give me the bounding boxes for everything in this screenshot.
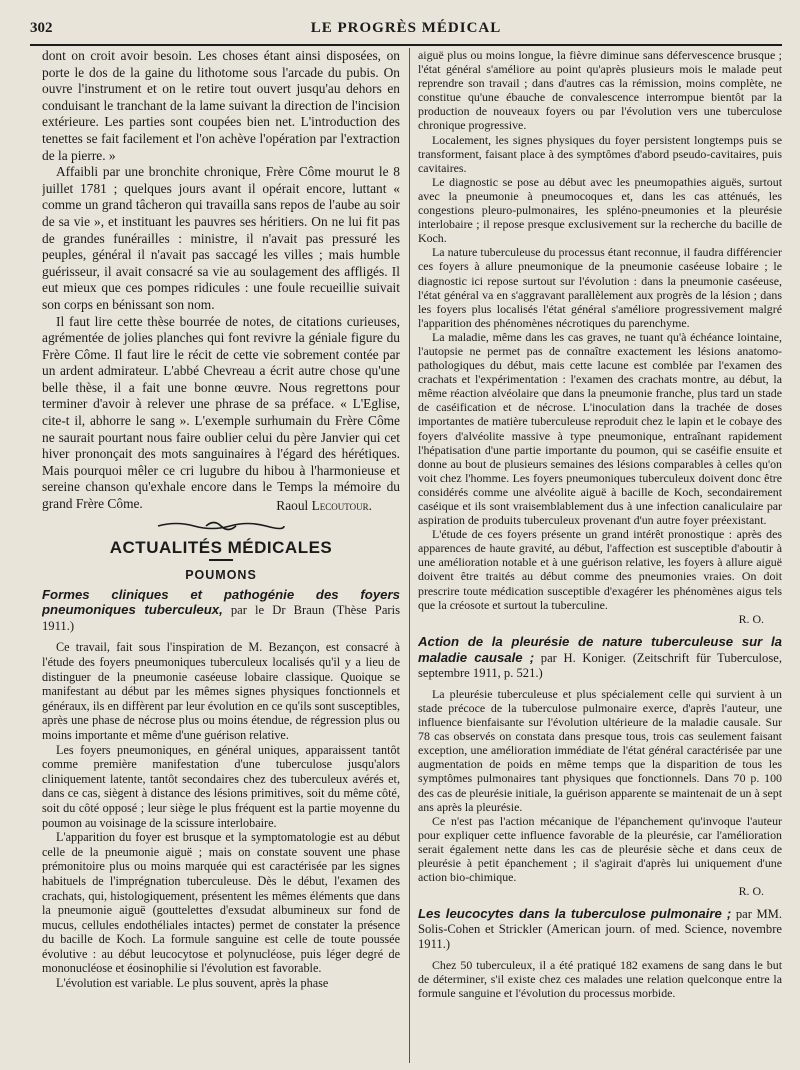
article-signature: R. O.	[738, 884, 764, 899]
paragraph: Il faut lire cette thèse bourrée de notes, de citations curieuses, agrémentée de jolies planches qui font revivre la géniale figure du Frère Côme. Il faut lire le récit de cette vie sobrement contée par un ardent admirateur. L'abbé Chevreau a écrit autre chose qu'une belle thèse, il a fait une bonne œuvre. Nous regrettons pour terminer d'avoir à relever une phrase de sa préface. « L'Eglise, cite-t il, abhorre le sang ». L'exemple surhumain du Frère Côme ne saurait pourtant nous faire oublier celui du père Janvier qui cet hiver prononçait des mots sanguinaires à l'égard des hérétiques. Mais pourquoi mêler ce cri lugubre du hibou à l'harmonieuse et sereine chanson qu'exhale encore dans le Temps la mémoire du grand Frère Côme.	[42, 313, 400, 512]
article-signature: R. O.	[738, 611, 764, 626]
column-divider	[409, 48, 410, 1063]
article-heading	[418, 906, 782, 952]
paragraph: Le diagnostic se pose au début avec les pneumopathies aiguës, surtout avec la pneumonie à pneumocoques et, dans les cas atténués, les congestions pleuro-pulmonaires, les spléno-pneumonies et la pleurésie interlobaire ; il repose presque exclusivement sur la recherche du bacille de Koch.	[418, 174, 782, 246]
paragraph: La nature tuberculeuse du processus étant reconnue, il faudra différencier ces foyers à allure pneumonique de la pneumonie caséeuse lobaire ; le diagnostic ici repose surtout sur l'évolution : dans la pneumonie caséeuse, l'état général va en s'aggravant parallèlement aux progrès de la lésion ; dans les foyers plus localisés l'état général s'améliore progressivement malgré l'apparition des phénomènes nécrotiques du parenchyme.	[418, 245, 782, 330]
article-reference: par MM. Solis-Cohen et Strickler (American journ. of med. Science, novembre 1911.)	[418, 907, 782, 952]
paragraph: Ce travail, fait sous l'inspiration de M. Bezançon, est consacré à l'étude des foyers pneumoniques tuberculeux localisés qu'il y a lieu de distinguer de la pneumonie caséeuse lobaire classique. Quoique se manifestant au début par les mêmes signes physiques fonctionnels et généraux, ils en diffèrent par leur évolution en ce qu'ils sont susceptibles, après une phase de nécrose plus ou moins étendue, de régression plus ou moins importante et même d'une guérison relative.	[42, 640, 400, 742]
signature-first-name: Raoul	[276, 497, 309, 513]
paragraph: L'apparition du foyer est brusque et la symptomatologie est au début celle de la pneumonie aiguë ; mais on constate souvent une phase prémonitoire plus ou moins marquée qui est caractérisée par les signes habituels de l'imprégnation tuberculeuse. Dès le début, l'examen des crachats, qui, histologiquement, présentent les mêmes éléments que dans la pneumonie aiguë (gouttelettes d'exsudat albumineux sur fond de mucus, cellules endothéliales intactes) permet de constater la présence du bacille de Koch. La formule sanguine est celle de toute poussée évolutive : au début leucocytose et polynucléose, puis léger degré de mononucléose et éosinophilie si l'évolution est favorable.	[42, 830, 400, 976]
left-column	[42, 48, 400, 1063]
paragraph: Ce n'est pas l'action mécanique de l'épanchement qu'invoque l'auteur pour expliquer cette influence favorable de la pleurésie, car l'amélioration serait également nette dans les cas de pleurésie sèche et dans ceux de pleurésie à petit épanchement ; il s'agirait d'après lui uniquement d'une action bio-chimique.	[418, 813, 782, 885]
article-title: Formes cliniques et pathogénie des foyers pneumoniques tuberculeux,	[42, 587, 400, 618]
paragraph: Les foyers pneumoniques, en général uniques, apparaissent tantôt comme première manifestation d'une tuberculose jusqu'alors cliniquement latente, tantôt secondaires chez des tuberculeux avérés et, dans ce cas, siègent à distance des lésions primitives, soit du même côté, soit du côté opposé ; leur siège le plus fréquent est la partie moyenne du poumon au voisinage de la scissure interlobaire.	[42, 742, 400, 830]
article-heading	[42, 587, 400, 634]
paragraph: Localement, les signes physiques du foyer persistent longtemps puis se transforment, faisant place à des symptômes d'abord pseudo-cavitaires, puis cavitaires.	[418, 132, 782, 175]
ornament-divider	[42, 520, 400, 534]
paragraph: Affaibli par une bronchite chronique, Frère Côme mourut le 8 juillet 1781 ; quelques jours avant il opérait encore, luttant « comme un grand tâcheron qui travailla sans repos de l'aube au soir de sa vie », et instituant les pauvres ses héritiers. On ne lui fit pas de grandes funérailles : ministre, il n'avait pas pressuré les peuples, général il n'avait pas saccagé les villes ; mais humble guérisseur, il avait consacré sa vie au soulagement des affligés. Il eut mieux que ces pompes ridicules : une foule recueillie suivait son corps en bénissant son nom.	[42, 164, 400, 312]
right-column	[418, 48, 782, 1063]
journal-title: LE PROGRÈS MÉDICAL	[310, 20, 502, 36]
article-reference: par H. Koniger. (Zeitschrift für Tuberculose, septembre 1911, p. 521.)	[418, 650, 782, 680]
paragraph: aiguë plus ou moins longue, la fièvre diminue sans défervescence brusque ; l'état général s'améliore au point qu'après plusieurs mois le malade peut reprendre son travail ; dans d'autres cas la rémission, moins complète, ne constitue qu'une ébauche de convalescence interrompue bientôt par la production de nouveaux foyers ou par l'évolution vers une tuberculose chronique progressive.	[418, 48, 782, 133]
paragraph: L'étude de ces foyers présente un grand intérêt pronostique : après des apparences de haute gravité, au début, l'affection est susceptible d'aboutir à une amélioration notable et à une guérison relative, les foyers à allure aiguë doivent être traités au début comme des pneumonies vraies. On doit prescrire toute médication susceptible d'exagérer les phénomènes aigus tels que la créosote et surtout la tuberculine.	[418, 527, 782, 612]
paragraph: La maladie, même dans les cas graves, ne tuant qu'à échéance lointaine, l'autopsie ne permet pas de connaître exactement les lésions anatomo-pathologiques du début, mais cette lacune est comblée par l'examen des crachats et l'expérimentation : l'examen des crachats montre, au début, la même réaction alvéolaire que dans la pneumonie franche, plus tard un stade de caséification et de nécrose. L'inoculation dans la trachée de doses importantes de matière tuberculeuse reproduit chez le lapin et le cobaye des foyers d'alvéolite massive à type pneumonique, entraînant rapidement l'hépatisation d'une partie importante du poumon, qui se caséifie ensuite et donne au bout de plusieurs semaines des lésions comparables à celles qu'on voit chez l'homme. Les foyers pneumoniques tuberculeux doivent donc être considérés comme une alvéolite aiguë à bacille de Koch, secondairement caséique et ils sont vraisemblablement dus à une infection canaliculaire par aspiration de produits tuberculeux provenant d'un autre foyer préexistant.	[418, 329, 782, 528]
section-rule	[209, 559, 233, 561]
paragraph: dont on croit avoir besoin. Les choses étant ainsi disposées, on porte le dos de la gaine du lithotome sous l'arcade du pubis. On ouvre l'instrument et on le retire tout ouvert jusqu'au dehors en conduisant le tranchant de la lame suivant la direction de l'incision extérieure. Les parties sont coupées bien net. L'introduction des tenettes se fait facilement et l'on achève l'opération par l'extraction de la pierre. »	[42, 48, 400, 163]
article-title: Les leucocytes dans la tuberculose pulmonaire ;	[418, 906, 732, 922]
paragraph: L'évolution est variable. Le plus souvent, après la phase	[56, 976, 329, 991]
page-header	[30, 18, 782, 46]
signature-surname: Lecoutour.	[311, 497, 372, 513]
article-heading	[418, 634, 782, 681]
article-title: Action de la pleurésie de nature tuberculeuse sur la maladie causale ;	[418, 633, 782, 665]
article-reference: par le Dr Braun (Thèse Paris 1911.)	[42, 603, 400, 634]
paragraph: Chez 50 tuberculeux, il a été pratiqué 182 examens de sang dans le but de déterminer, s'il existe chez ces malades une relation quelconque entre la formule sanguine et l'évolution du processus morbide.	[418, 958, 782, 1001]
flourish-icon	[156, 520, 286, 532]
paragraph: La pleurésie tuberculeuse et plus spécialement celle qui survient à un stade précoce de la tuberculose pulmonaire exerce, d'après l'auteur, une influence bienfaisante sur l'évolution ultérieure de la maladie causale. Sur 78 cas observés on constata dans presque tous, trois cas seulement faisant exception, une amélioration immédiate de l'état général caractérisée par une augmentation de poids en même temps que la disparition de tous les symptômes pulmonaires tant physiques que fonctionnels. Dans 70 p. 100 des cas de pleurésie initiale, la guérison apparente se maintenait de un à sept ans après la pleurésie.	[418, 686, 782, 814]
subsection-title: POUMONS	[185, 567, 257, 582]
section-title: ACTUALITÉS MÉDICALES	[109, 538, 333, 558]
page-number: 302	[30, 20, 53, 36]
